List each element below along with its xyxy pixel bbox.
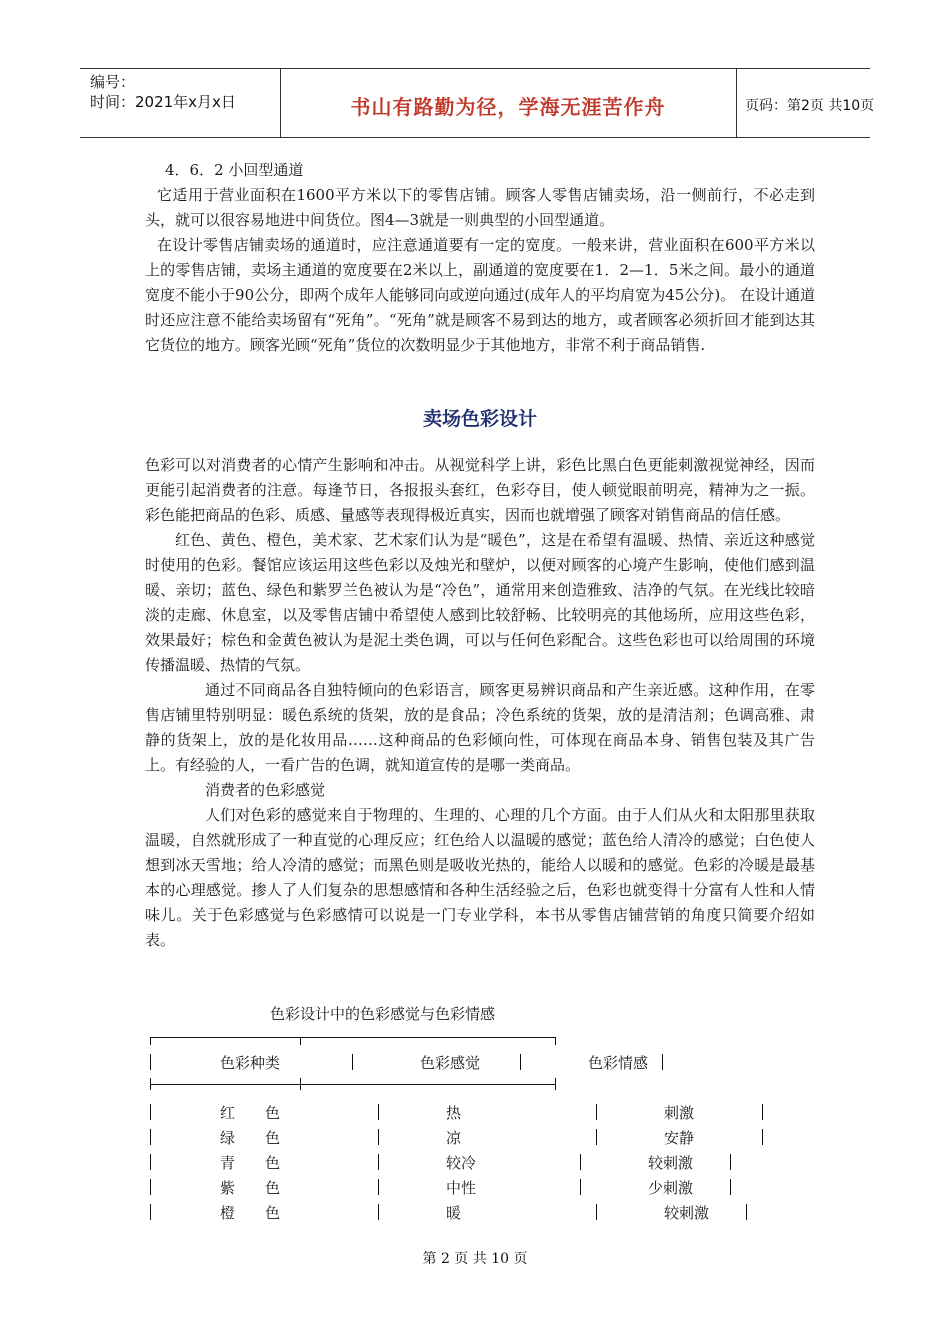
table-border <box>378 1154 379 1170</box>
table-border <box>520 1054 521 1070</box>
paragraph: 人们对色彩的感觉来自于物理的、生理的、心理的几个方面。由于人们从火和太阳那里获取温暖，自然就形成了一种直觉的心理反应；红色给人以温暖的感觉；蓝色给人清冷的感觉；白色使人想到冰天雪地；给人冷清的感觉；而黑色则是吸收光热的，能给人以暖和的感觉。色彩的冷暖是最基本的心理感觉。掺人了人们复杂的思想感情和各种生活经验之后，色彩也就变得十分富有人性和人情味儿。关于色彩感觉与色彩感情可以说是一门专业学科，本书从零售店铺营销的角度只简要介绍如表。 <box>145 806 815 949</box>
table-cell: 较刺激 <box>664 1204 710 1222</box>
header-page-cell <box>737 69 875 137</box>
table-cell: 中性 <box>446 1179 477 1197</box>
table-cell: 热 <box>446 1104 462 1122</box>
header-date: 时间：2021年x月x日 <box>90 93 236 111</box>
table-divider <box>300 1078 301 1090</box>
table-divider <box>555 1078 556 1090</box>
table-border <box>596 1204 597 1220</box>
table-corner <box>150 1078 151 1090</box>
table-border <box>150 1104 151 1120</box>
paragraph: 色彩可以对消费者的心情产生影响和冲击。从视觉科学上讲，彩色比黑白色更能刺激视觉神经，因而更能引起消费者的注意。每逢节日，各报报头套红，色彩夺目，使人顿觉眼前明亮，精神为之一振。彩色能把商品的色彩、质感、量感等表现得极近真实，因而也就增强了顾客对销售商品的信任感。 <box>145 456 815 524</box>
table-border <box>762 1104 763 1120</box>
table-border <box>730 1154 731 1170</box>
table-border <box>150 1179 151 1195</box>
table-cell: 凉 <box>446 1129 462 1147</box>
table-border <box>378 1129 379 1145</box>
table-border <box>150 1054 151 1070</box>
table-header-cell: 色彩感觉 <box>420 1054 481 1072</box>
table-divider <box>555 1037 556 1045</box>
header-number-label: 编号： <box>90 73 136 91</box>
table-cell: 暖 <box>446 1204 462 1222</box>
table-caption: 色彩设计中的色彩感觉与色彩情感 <box>270 1005 496 1023</box>
table-border <box>352 1054 353 1070</box>
table-cell: 少刺激 <box>648 1179 694 1197</box>
table-border <box>580 1154 581 1170</box>
header-motto-cell <box>280 69 737 137</box>
header-motto: 书山有路勤为径，学海无涯苦作舟 <box>350 95 666 119</box>
paragraph: 它适用于营业面积在1600平方米以下的零售店铺。顾客人零售店铺卖场，沿一侧前行，不必走到头，就可以很容易地进中间货位。图4—3就是一则典型的小回型通道。 <box>145 186 815 229</box>
table-border <box>730 1179 731 1195</box>
table-corner <box>150 1037 151 1045</box>
table-border <box>662 1054 663 1070</box>
table-header-cell: 色彩种类 <box>220 1054 281 1072</box>
paragraph: 红色、黄色、橙色，美术家、艺术家们认为是“暖色”，这是在希望有温暖、热情、亲近这种感觉时使用的色彩。餐馆应该运用这些色彩以及烛光和壁炉，以便对顾客的心境产生影响，使他们感到温暖、亲切；蓝色、绿色和紫罗兰色被认为是“冷色”，通常用来创造雅致、洁净的气氛。在光线比较暗淡的走廊、休息室，以及零售店铺中希望使人感到比较舒畅、比较明亮的其他场所，应用这些色彩，效果最好；棕色和金黄色被认为是泥土类色调，可以与任何色彩配合。这些色彩也可以给周围的环境传播温暖、热情的气氛。 <box>145 531 815 674</box>
subheading: 消费者的色彩感觉 <box>205 781 326 799</box>
table-border <box>762 1129 763 1145</box>
table-header-cell: 色彩情感 <box>588 1054 649 1072</box>
table-cell: 橙 色 <box>220 1204 281 1222</box>
table-cell: 刺激 <box>664 1104 695 1122</box>
table-cell: 紫 色 <box>220 1179 281 1197</box>
section-heading: 4．6．2 小回型通道 <box>165 161 304 179</box>
section-title: 卖场色彩设计 <box>422 408 537 430</box>
table-cell: 安静 <box>664 1129 695 1147</box>
table-border <box>378 1104 379 1120</box>
table-border <box>596 1129 597 1145</box>
table-border <box>746 1204 747 1220</box>
table-border <box>596 1104 597 1120</box>
section-color-design <box>145 453 815 953</box>
table-cell: 较刺激 <box>648 1154 694 1172</box>
table-border <box>150 1129 151 1145</box>
table-cell: 红 色 <box>220 1104 281 1122</box>
table-divider <box>300 1037 301 1045</box>
page-header <box>80 68 875 138</box>
table-cell: 绿 色 <box>220 1129 281 1147</box>
table-border <box>378 1204 379 1220</box>
table-border <box>150 1204 151 1220</box>
paragraph: 通过不同商品各自独特倾向的色彩语言，顾客更易辨识商品和产生亲近感。这种作用，在零售店铺里特别明显：暖色系统的货架，放的是食品；冷色系统的货架，放的是清洁剂；色调高雅、肃静的货架上，放的是化妆用品……这种商品的色彩倾向性，可体现在商品本身、销售包装及其广告上。有经验的人，一看广告的色调，就知道宣传的是哪一类商品。 <box>145 681 815 774</box>
header-meta-cell <box>80 69 281 137</box>
table-border <box>580 1179 581 1195</box>
table-border <box>378 1179 379 1195</box>
table-cell: 青 色 <box>220 1154 281 1172</box>
section-passage-design <box>145 158 815 358</box>
table-top-rule <box>150 1037 555 1038</box>
table-cell: 较冷 <box>446 1154 477 1172</box>
table-mid-rule <box>150 1084 555 1085</box>
paragraph: 在设计零售店铺卖场的通道时，应注意通道要有一定的宽度。一般来讲，营业面积在600平方米以上的零售店铺，卖场主通道的宽度要在2米以上，副通道的宽度要在1．2—1．5米之间。最小的通道宽度不能小于90公分，即两个成年人能够同向或逆向通过(成年人的平均肩宽为45公分)。 在设计通道时还应注意不能给卖场留有“死角”。“死角”就是顾客不易到达的地方，或者顾客必须折回才能到达其它货位的地方。顾客光顾“死角”货位的次数明显少于其他地方，非常不利于商品销售. <box>145 236 815 354</box>
table-border <box>150 1154 151 1170</box>
header-page-info: 页码：第2页 共10页 <box>745 98 875 114</box>
page-footer: 第 2 页 共 10 页 <box>422 1251 528 1267</box>
